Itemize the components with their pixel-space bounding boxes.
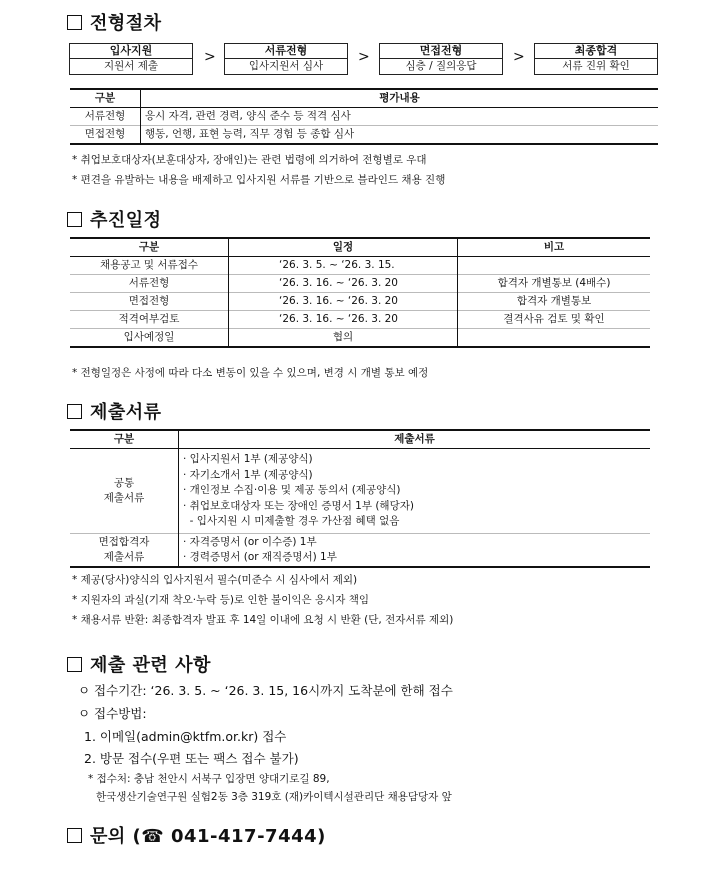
eval-note-2: * 편견을 유발하는 내용을 배제하고 입사지원 서류를 기반으로 블라인드 채용 진행 — [72, 174, 446, 186]
arrow-icon: > — [204, 49, 216, 65]
flow-step-1: 입사지원 지원서 제출 — [69, 43, 193, 75]
docs-note-3: * 채용서류 반환: 최종합격자 발표 후 14일 이내에 요청 시 반환 (단, 전자서류 제외) — [72, 614, 454, 626]
docs-note-1: * 제공(당사)양식의 입사지원서 필수(미준수 시 심사에서 제외) — [72, 574, 358, 586]
interview-docs-label: 면접합격자 제출서류 — [70, 534, 179, 568]
checkbox-icon — [67, 15, 82, 30]
section-title-procedure: 전형절차 — [67, 9, 162, 35]
submission-method-visit: 2. 방문 접수(우편 또는 팩스 접수 불가) — [84, 751, 299, 766]
submission-method-email: 1. 이메일(admin@ktfm.or.kr) 접수 — [84, 729, 287, 744]
checkbox-icon — [67, 212, 82, 227]
submission-address-1: * 접수처: 충남 천안시 서북구 입장면 양대기로길 89, — [88, 773, 330, 785]
section-title-documents: 제출서류 — [67, 398, 162, 424]
section-title-schedule: 추진일정 — [67, 206, 162, 232]
schedule-note: * 전형일정은 사정에 따라 다소 변동이 있을 수 있으며, 변경 시 개별 통보 예정 — [72, 367, 429, 379]
arrow-icon: > — [513, 49, 525, 65]
docs-note-2: * 지원자의 과실(기재 착오·누락 등)로 인한 불이익은 응시자 책임 — [72, 594, 370, 606]
schedule-table: 구분 일정 비고 채용공고 및 서류접수 ‘26. 3. 5. ~ ‘26. 3. 15. 서류전형 ‘26. 3. 16. ~ ‘26. 3. 20 합격자 개별통보 (4배수) 면접전형 ‘26. 3. 16. ~ ‘26. 3. 20 합격자 개별통보 적격여부검토 ‘26. 3. 16. ~ ‘26. 3. 20 결격사유 검토 및 확인 입사예정일 협의 — [70, 237, 650, 348]
section-title-contact: 문의 (☎ 041-417-7444) — [67, 822, 326, 848]
checkbox-icon — [67, 828, 82, 843]
documents-table: 구분 제출서류 공통 제출서류 · 입사지원서 1부 (제공양식) · 자기소개서 1부 (제공양식) · 개인정보 수집·이용 및 제공 동의서 (제공양식) · 취업보호대상자 또는 장애인 증명서 1부 (해당자) - 입사지원 시 미제출할 경우 가산점 혜택 없음 면접합격자 제출서류 · 자격증명서 (or 이수증) 1부 · 경력증명서 (or 재직증명서) 1부 — [70, 429, 650, 568]
flow-step-4: 최종합격 서류 진위 확인 — [534, 43, 658, 75]
flow-step-2: 서류전형 입사지원서 심사 — [224, 43, 348, 75]
procedure-flow — [69, 43, 657, 75]
eval-table: 구분 평가내용 서류전형 응시 자격, 관련 경력, 양식 준수 등 적격 심사 면접전형 행동, 언행, 표현 능력, 직무 경험 등 종합 심사 — [70, 88, 658, 145]
checkbox-icon — [67, 657, 82, 672]
checkbox-icon — [67, 404, 82, 419]
interview-docs-list: · 자격증명서 (or 이수증) 1부 · 경력증명서 (or 재직증명서) 1부 — [179, 534, 651, 568]
section-title-submission: 제출 관련 사항 — [67, 651, 211, 677]
common-docs-list: · 입사지원서 1부 (제공양식) · 자기소개서 1부 (제공양식) · 개인정보 수집·이용 및 제공 동의서 (제공양식) · 취업보호대상자 또는 장애인 증명서 1부 (해당자) - 입사지원 시 미제출할 경우 가산점 혜택 없음 — [183, 453, 414, 528]
eval-note-1: * 취업보호대상자(보훈대상자, 장애인)는 관련 법령에 의거하여 전형별로 우대 — [72, 154, 427, 166]
submission-period: ㅇ 접수기간: ‘26. 3. 5. ~ ‘26. 3. 15, 16시까지 도착분에 한해 접수 — [78, 683, 453, 698]
common-docs-label: 공통 제출서류 — [70, 449, 179, 534]
flow-step-3: 면접전형 심층 / 질의응답 — [379, 43, 503, 75]
submission-method: ㅇ 접수방법: — [78, 706, 147, 721]
arrow-icon: > — [358, 49, 370, 65]
submission-address-2: 한국생산기술연구원 실험2동 3층 319호 (재)카이텍시설관리단 채용담당자 앞 — [96, 791, 452, 803]
